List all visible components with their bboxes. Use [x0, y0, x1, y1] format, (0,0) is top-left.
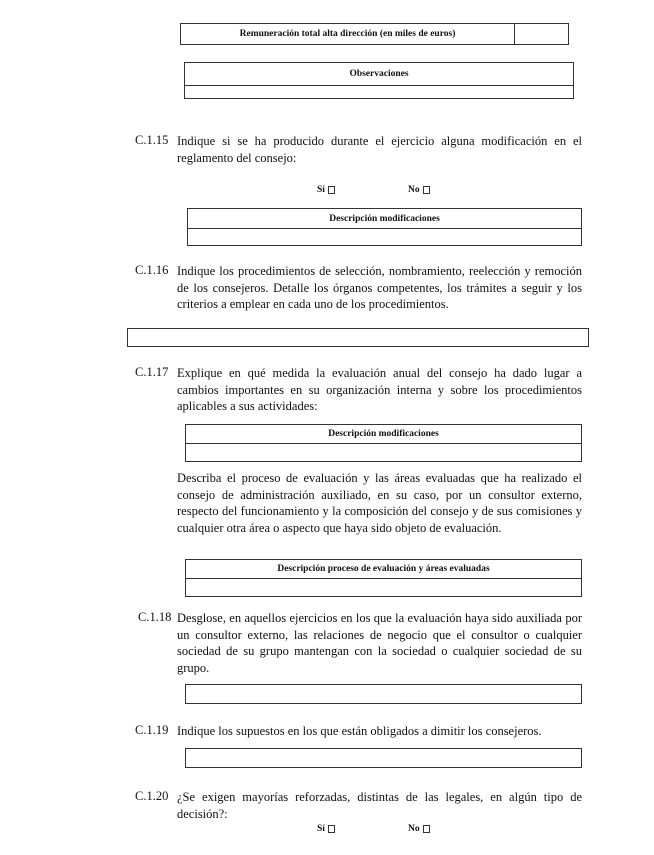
observaciones-value-cell[interactable]	[185, 86, 573, 98]
c115-yes-option[interactable]	[317, 185, 335, 195]
c120-yes-checkbox[interactable]	[328, 825, 335, 833]
remuneracion-table	[180, 23, 569, 45]
remuneracion-value-cell[interactable]	[515, 24, 568, 44]
question-number-c116: C.1.16	[135, 263, 169, 277]
remuneracion-label: Remuneración total alta dirección (en miles de euros)	[181, 24, 515, 44]
c119-answer-box[interactable]	[185, 748, 582, 768]
question-number-c117: C.1.17	[135, 365, 169, 379]
c117-modificaciones-table	[185, 424, 582, 462]
question-text-c115: Indique si se ha producido durante el ejercicio alguna modificación en el reglamento del consejo:	[177, 134, 582, 165]
c120-no-option[interactable]	[408, 824, 430, 834]
c115-no-checkbox[interactable]	[423, 186, 430, 194]
question-text-c118: Desglose, en aquellos ejercicios en los que la evaluación haya sido auxiliada por un consultor externo, las relaciones de negocio que el consultor o cualquier sociedad de su grupo mantengan con la sociedad o cualquier sociedad de su grupo.	[177, 611, 582, 675]
c115-no-label: No	[408, 185, 420, 195]
c115-yes-checkbox[interactable]	[328, 186, 335, 194]
c117-modificaciones-value-cell[interactable]	[186, 444, 581, 461]
c120-no-checkbox[interactable]	[423, 825, 430, 833]
question-text-c116: Indique los procedimientos de selección, nombramiento, reelección y remoción de los consejeros. Detalle los órganos competentes, los trámites a seguir y los criterios a emplear en cada uno de los procedimientos.	[177, 264, 582, 311]
c117-evaluacion-table	[185, 559, 582, 597]
c115-modificaciones-header: Descripción modificaciones	[188, 209, 581, 229]
c117-evaluation-text: Describa el proceso de evaluación y las áreas evaluadas que ha realizado el consejo de administración auxiliado, en su caso, por un consultor externo, respecto del funcionamiento y la composición del consejo y de sus comisiones y cualquier otra área o aspecto que haya sido objeto de evaluación.	[177, 471, 582, 535]
c120-yes-label: Sí	[317, 824, 325, 834]
c120-yes-option[interactable]	[317, 824, 335, 834]
c116-answer-box[interactable]	[127, 328, 589, 347]
c117-evaluacion-header: Descripción proceso de evaluación y áreas evaluadas	[186, 560, 581, 579]
c117-evaluacion-value-cell[interactable]	[186, 579, 581, 596]
observaciones-table	[184, 62, 574, 99]
c115-modificaciones-table	[187, 208, 582, 246]
question-text-c120: ¿Se exigen mayorías reforzadas, distintas de las legales, en algún tipo de decisión?:	[177, 790, 582, 821]
c120-no-label: No	[408, 824, 420, 834]
c115-no-option[interactable]	[408, 185, 430, 195]
question-text-c117: Explique en qué medida la evaluación anual del consejo ha dado lugar a cambios importantes en su organización interna y sobre los procedimientos aplicables a sus actividades:	[177, 366, 582, 413]
c115-modificaciones-value-cell[interactable]	[188, 229, 581, 245]
question-number-c120: C.1.20	[135, 789, 169, 803]
c117-modificaciones-header: Descripción modificaciones	[186, 425, 581, 444]
c118-answer-box[interactable]	[185, 684, 582, 704]
question-number-c118: C.1.18	[138, 610, 172, 624]
c115-yes-label: Sí	[317, 185, 325, 195]
question-text-c119: Indique los supuestos en los que están obligados a dimitir los consejeros.	[177, 724, 542, 738]
question-number-c119: C.1.19	[135, 723, 169, 737]
observaciones-header: Observaciones	[185, 63, 573, 86]
question-number-c115: C.1.15	[135, 133, 169, 147]
